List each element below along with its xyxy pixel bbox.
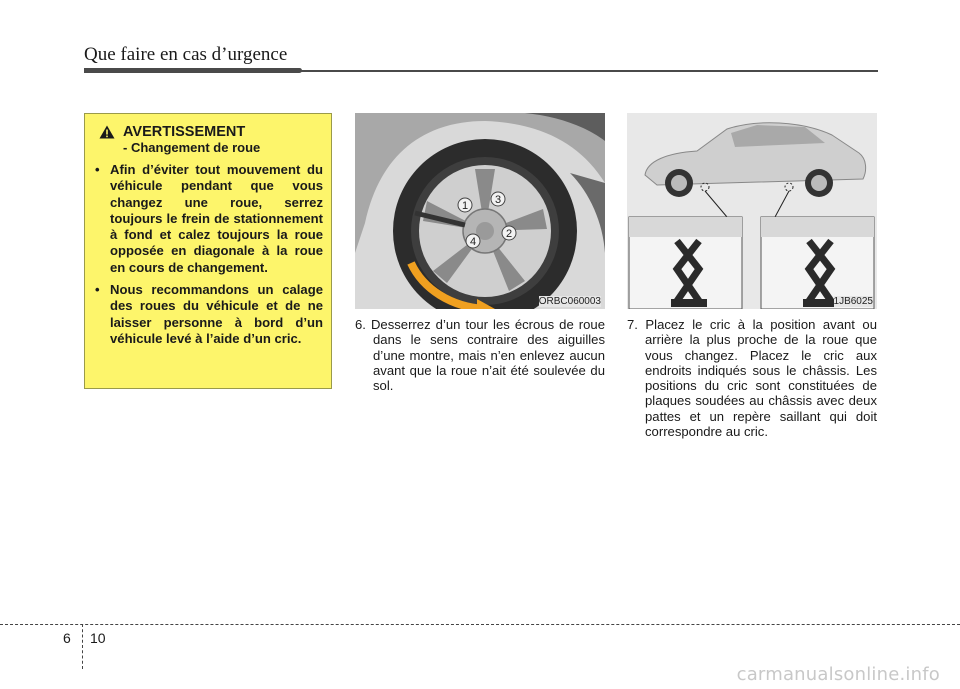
watermark: carmanualsonline.info (736, 664, 940, 685)
wheel-nut-figure (355, 113, 605, 309)
step-6-text: 6. Desserrez d’un tour les écrous de roue dans le sens contraire des aiguilles d’une montre, mais n’en enlevez aucun avant que la roue n’ait été soulevée du sol. (355, 317, 605, 394)
nut-label: 2 (505, 228, 513, 240)
figure-code: ORBC060003 (538, 296, 601, 307)
nut-label: 1 (461, 200, 469, 212)
warning-header (93, 124, 323, 140)
warning-item: • Afin d’éviter tout mouvement du véhicule pendant que vous changez une roue, serrez toujours le frein de stationnement à fond et calez toujours la roue opposée en diagonale à la roue en cours de changement. (93, 162, 323, 276)
warning-subtitle: - Changement de roue (123, 140, 261, 155)
footer-divider (82, 624, 83, 669)
car-jack-illustration (627, 113, 877, 309)
nut-label: 3 (494, 194, 502, 206)
warning-item: • Nous recommandons un calage des roues du véhicule et de ne laisser personne à bord d’un véhicule levé à l’aide d’un cric. (93, 282, 323, 347)
chapter-number: 6 (63, 630, 71, 646)
page-number: 10 (90, 630, 106, 646)
header-rule-thin (284, 70, 878, 72)
header-rule-thick (84, 68, 302, 73)
warning-triangle-icon (99, 125, 115, 139)
page-header-title: Que faire en cas d’urgence (84, 44, 288, 65)
footer-rule (0, 624, 960, 625)
warning-box (84, 113, 332, 389)
wheel-illustration (355, 113, 605, 309)
header-rule (84, 68, 878, 73)
warning-title: AVERTISSEMENT (123, 124, 246, 140)
jack-position-figure (627, 113, 877, 309)
figure-code: 1JB6025 (833, 296, 873, 307)
warning-list (93, 162, 323, 347)
step-7-text: 7. Placez le cric à la position avant ou arrière la plus proche de la roue que vous changez. Placez le cric aux endroits indiqués sous le châssis. Les positions du cric sont constituées de plaques soudées au châssis avec deux pattes et un repère saillant qui doit correspondre au cric. (627, 317, 877, 440)
nut-label: 4 (469, 236, 477, 248)
